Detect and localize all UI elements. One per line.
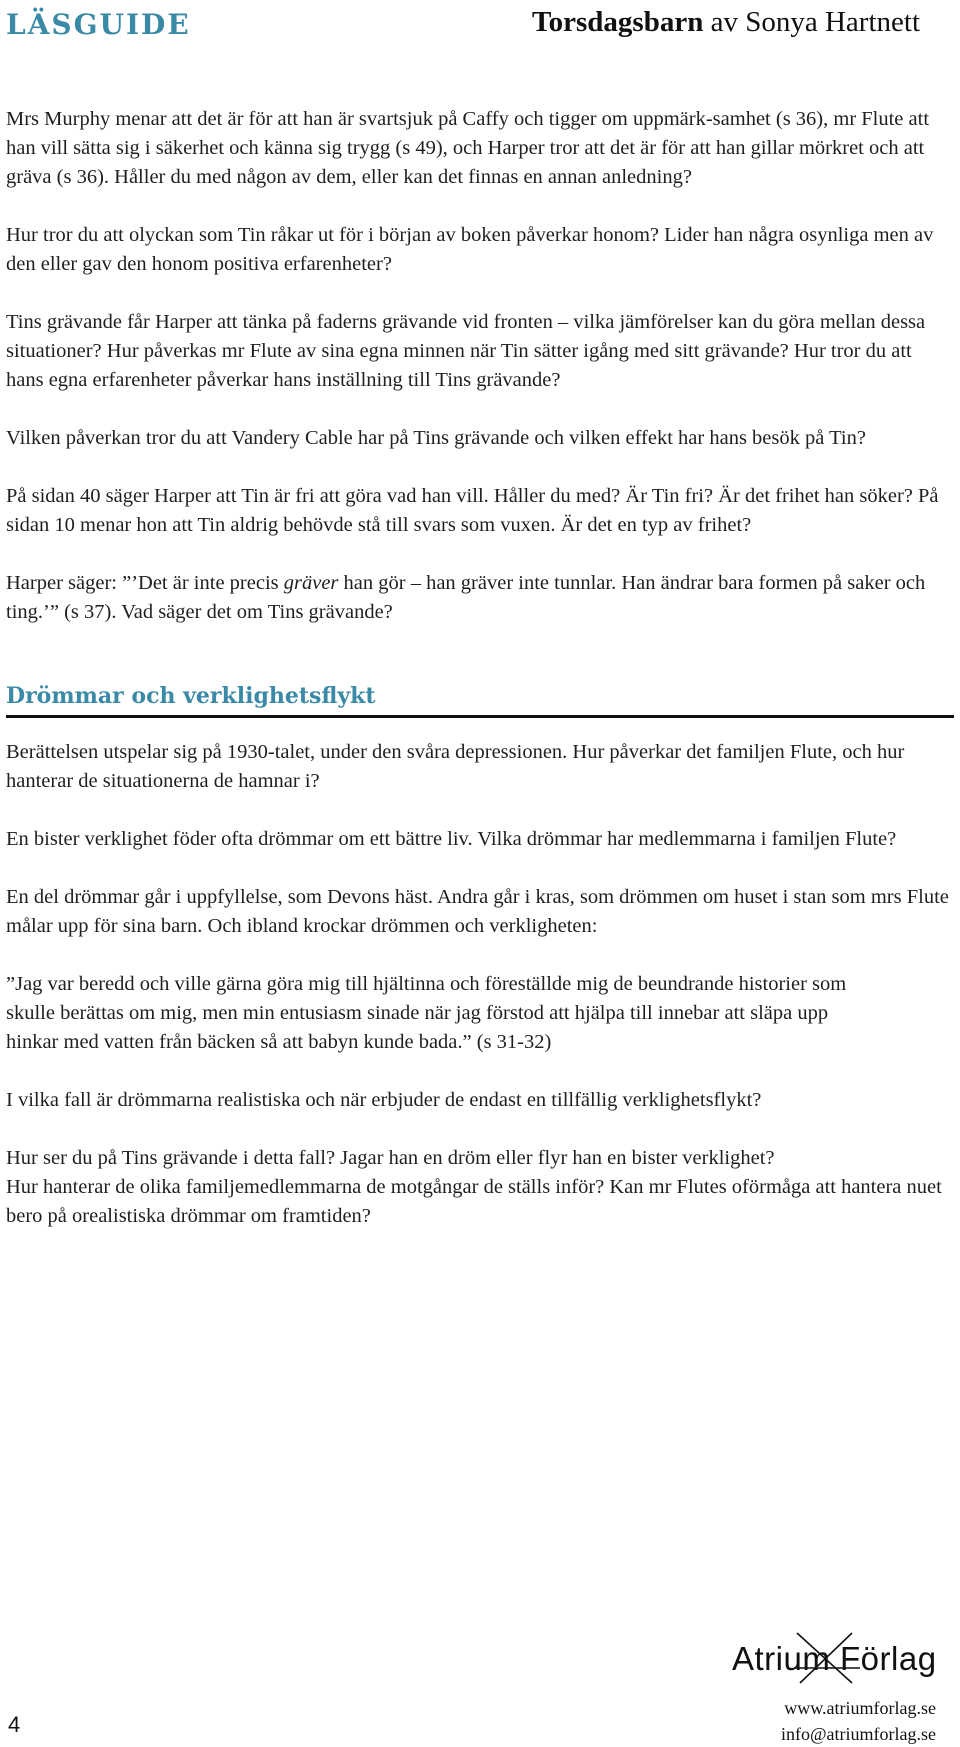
- paragraph: Berättelsen utspelar sig på 1930-talet, under den svåra depressionen. Hur påverkar det familjen Flute, och hur hanterar de situationerna de hamnar i?: [6, 741, 905, 792]
- paragraph: Hur tror du att olyckan som Tin råkar ut för i början av boken påverkar honom? Lider han några osynliga men av den eller gav den honom positiva erfarenheter?: [6, 224, 934, 275]
- paragraph: En bister verklighet föder ofta drömmar om ett bättre liv. Vilka drömmar har medlemmarna i familjen Flute?: [6, 828, 897, 850]
- email-link[interactable]: info@atriumforlag.se: [780, 1724, 936, 1744]
- paragraph: I vilka fall är drömmarna realistiska och när erbjuder de endast en tillfällig verklighetsflykt?: [6, 1089, 762, 1111]
- paragraph: Mrs Murphy menar att det är för att han är svartsjuk på Caffy och tigger om uppmärk-samhet (s 36), mr Flute att han vill sätta sig i säkerhet och känna sig trygg (s 49), och Harper tror att det är för att han gillar mörkret och att gräva (s 36). Håller du med någon av dem, eller kan det finnas en annan anledning?: [6, 108, 930, 188]
- website-link[interactable]: www.atriumforlag.se: [784, 1698, 936, 1718]
- harper-quote-after: han gör – han gräver inte tunnlar. Han ändrar bara formen på saker och ting.’” (s 37). Vad säger det om Tins grävande?: [6, 572, 926, 623]
- book-title-name: Torsdagsbarn: [531, 6, 704, 38]
- paragraph: Hur hanterar de olika familjemedlemmarna de motgångar de ställs inför? Kan mr Flutes oförmåga att hantera nuet bero på orealistiska drömmar om framtiden?: [6, 1176, 942, 1227]
- paragraph: En del drömmar går i uppfyllelse, som Devons häst. Andra går i kras, som drömmen om huset i stan som mrs Flute målar upp för sina barn. Och ibland krockar drömmen och verkligheten:: [6, 886, 949, 937]
- paragraph: På sidan 40 säger Harper att Tin är fri att göra vad han vill. Håller du med? Är Tin fri? Är det frihet han söker? På sidan 10 menar hon att Tin aldrig behövde stå till svars som vuxen. Är det en typ av frihet?: [6, 485, 939, 536]
- paragraph: Hur ser du på Tins grävande i detta fall? Jagar han en dröm eller flyr han en bister verklighet?: [6, 1147, 775, 1169]
- block-quote: ”Jag var beredd och ville gärna göra mig till hjältinna och föreställde mig de beundrande historier som skulle berättas om mig, men min entusiasm sinade när jag förstod att hjälpa till innebar att släpa upp hinkar med vatten från bäcken så att babyn kunde bada.” (s 31-32): [6, 973, 847, 1053]
- document-body: [6, 105, 954, 1260]
- harper-quote-paragraph: [6, 569, 954, 627]
- section-heading-block: [6, 682, 954, 718]
- section-heading: Drömmar och verklighetsflykt: [6, 683, 376, 709]
- book-title: [532, 6, 920, 39]
- harper-quote-italic: gräver: [283, 572, 339, 594]
- publisher-logo: [732, 1628, 942, 1688]
- brand-title: LÄSGUIDE: [6, 8, 191, 41]
- logo-text: Atrium Förlag: [732, 1640, 937, 1677]
- book-author: av Sonya Hartnett: [710, 6, 920, 38]
- harper-quote-before: Harper säger: ”’Det är inte precis: [6, 572, 284, 594]
- footer-contact: [781, 1695, 936, 1747]
- page-number: 4: [8, 1712, 21, 1737]
- paragraph: Tins grävande får Harper att tänka på faderns grävande vid fronten – vilka jämförelser kan du göra mellan dessa situationer? Hur påverkas mr Flute av sina egna minnen när Tin sätter igång med sitt grävande? Hur tror du att hans egna erfarenheter påverkar hans inställning till Tins grävande?: [6, 311, 926, 391]
- page-header: [0, 0, 960, 50]
- paragraph: Vilken påverkan tror du att Vandery Cable har på Tins grävande och vilken effekt har hans besök på Tin?: [6, 427, 866, 449]
